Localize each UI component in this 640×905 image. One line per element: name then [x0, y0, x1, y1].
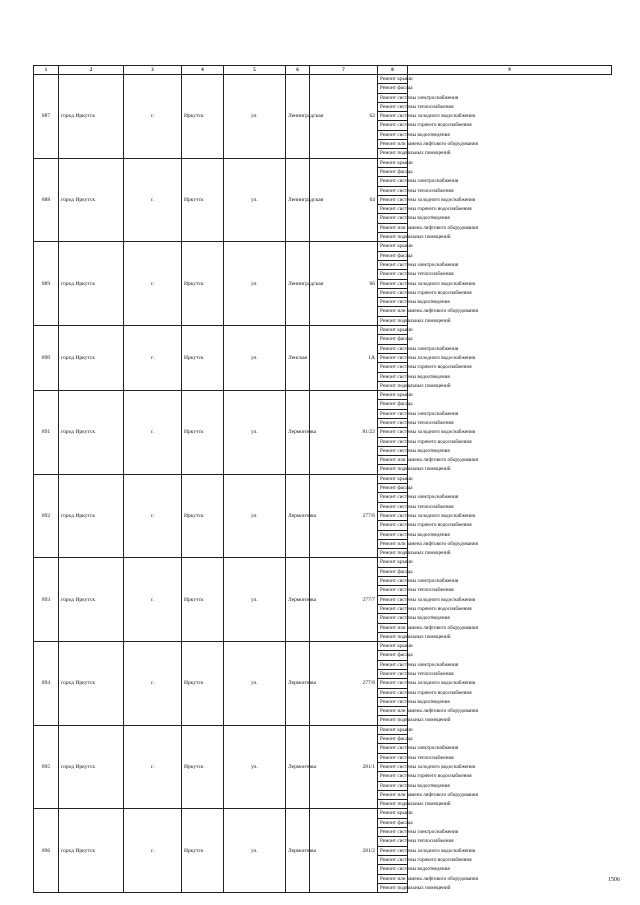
work-item: Ремонт системы электроснабжения	[378, 577, 408, 586]
settlement-type: г.	[124, 558, 182, 642]
municipality: город Иркутск	[59, 158, 124, 242]
column-header: 5	[224, 66, 286, 75]
settlement-type: г.	[124, 242, 182, 326]
page-number: 1506	[608, 877, 620, 883]
work-item: Ремонт системы электроснабжения	[378, 409, 408, 418]
work-item: Ремонт системы горячего водоснабжения	[378, 363, 408, 372]
work-item: Ремонт или замена лифтового оборудования	[378, 707, 408, 716]
work-item: Ремонт фасада	[378, 251, 408, 260]
work-item: Ремонт или замена лифтового оборудования	[378, 456, 408, 465]
work-item: Ремонт системы горячего водоснабжения	[378, 855, 408, 864]
table-row	[34, 391, 612, 400]
work-item: Ремонт или замена лифтового оборудования	[378, 874, 408, 883]
street-type: ул.	[224, 158, 286, 242]
work-item: Ремонт или замена лифтового оборудования	[378, 790, 408, 799]
municipality: город Иркутск	[59, 391, 124, 475]
work-item: Ремонт системы водоотведения	[378, 130, 408, 139]
column-header: 9	[408, 66, 612, 75]
street-type: ул.	[224, 558, 286, 642]
street-type: ул.	[224, 642, 286, 726]
work-item: Ремонт системы водоотведения	[378, 781, 408, 790]
work-item: Ремонт системы теплоснабжения	[378, 837, 408, 846]
work-item: Ремонт системы электроснабжения	[378, 260, 408, 269]
work-item: Ремонт крыши	[378, 642, 408, 651]
work-item: Ремонт подвальных помещений	[378, 883, 408, 892]
work-item: Ремонт или замена лифтового оборудования	[378, 140, 408, 149]
work-item: Ремонт системы водоотведения	[378, 865, 408, 874]
work-item: Ремонт крыши	[378, 158, 408, 167]
work-item: Ремонт системы электроснабжения	[378, 344, 408, 353]
house-number: 277/7	[310, 558, 378, 642]
work-item: Ремонт фасада	[378, 651, 408, 660]
work-item: Ремонт системы теплоснабжения	[378, 586, 408, 595]
house-number: 64	[310, 158, 378, 242]
work-item: Ремонт системы холодного водоснабжения	[378, 762, 408, 771]
work-item: Ремонт системы водоотведения	[378, 298, 408, 307]
work-item: Ремонт подвальных помещений	[378, 716, 408, 725]
settlement-name: Иркутск	[182, 725, 224, 809]
entry-number: 894	[34, 642, 59, 726]
work-item: Ремонт системы горячего водоснабжения	[378, 521, 408, 530]
work-item: Ремонт системы холодного водоснабжения	[378, 195, 408, 204]
street-type: ул.	[224, 75, 286, 159]
work-item: Ремонт системы теплоснабжения	[378, 418, 408, 427]
work-item: Ремонт крыши	[378, 809, 408, 818]
work-item: Ремонт системы холодного водоснабжения	[378, 353, 408, 362]
work-item: Ремонт крыши	[378, 326, 408, 335]
work-item: Ремонт системы водоотведения	[378, 372, 408, 381]
table-row	[34, 725, 612, 734]
work-item: Ремонт подвальных помещений	[378, 800, 408, 809]
settlement-type: г.	[124, 326, 182, 391]
work-item: Ремонт системы горячего водоснабжения	[378, 437, 408, 446]
entry-number: 893	[34, 558, 59, 642]
entry-number: 895	[34, 725, 59, 809]
work-item: Ремонт крыши	[378, 75, 408, 84]
street-name: Ленская	[286, 326, 310, 391]
street-name: Ленинградская	[286, 75, 310, 159]
house-number: 277/6	[310, 474, 378, 558]
settlement-name: Иркутск	[182, 326, 224, 391]
work-item: Ремонт системы холодного водоснабжения	[378, 511, 408, 520]
work-item: Ремонт крыши	[378, 474, 408, 483]
municipality: город Иркутск	[59, 642, 124, 726]
settlement-type: г.	[124, 642, 182, 726]
table-row	[34, 158, 612, 167]
work-item: Ремонт системы холодного водоснабжения	[378, 428, 408, 437]
work-item: Ремонт системы горячего водоснабжения	[378, 121, 408, 130]
work-item: Ремонт системы холодного водоснабжения	[378, 846, 408, 855]
street-name: Лермонтова	[286, 809, 310, 893]
entry-number: 896	[34, 809, 59, 893]
column-header: 2	[59, 66, 124, 75]
work-item: Ремонт или замена лифтового оборудования	[378, 307, 408, 316]
house-number: 81/22	[310, 391, 378, 475]
work-item: Ремонт системы теплоснабжения	[378, 186, 408, 195]
house-number: 66	[310, 242, 378, 326]
entry-number: 890	[34, 326, 59, 391]
settlement-name: Иркутск	[182, 809, 224, 893]
work-item: Ремонт системы горячего водоснабжения	[378, 772, 408, 781]
settlement-name: Иркутск	[182, 158, 224, 242]
work-item: Ремонт системы электроснабжения	[378, 744, 408, 753]
work-item: Ремонт системы электроснабжения	[378, 177, 408, 186]
work-item: Ремонт системы теплоснабжения	[378, 502, 408, 511]
table-row	[34, 474, 612, 483]
work-item: Ремонт системы теплоснабжения	[378, 670, 408, 679]
street-name: Лермонтова	[286, 558, 310, 642]
street-type: ул.	[224, 242, 286, 326]
street-type: ул.	[224, 809, 286, 893]
work-item: Ремонт крыши	[378, 725, 408, 734]
table-row	[34, 242, 612, 251]
work-item: Ремонт фасада	[378, 84, 408, 93]
settlement-type: г.	[124, 75, 182, 159]
work-item: Ремонт фасада	[378, 335, 408, 344]
municipality: город Иркутск	[59, 474, 124, 558]
work-item: Ремонт системы водоотведения	[378, 446, 408, 455]
work-item: Ремонт системы холодного водоснабжения	[378, 279, 408, 288]
work-item: Ремонт системы горячего водоснабжения	[378, 288, 408, 297]
work-item: Ремонт крыши	[378, 558, 408, 567]
settlement-type: г.	[124, 725, 182, 809]
work-item: Ремонт системы теплоснабжения	[378, 102, 408, 111]
work-item: Ремонт подвальных помещений	[378, 233, 408, 242]
work-item: Ремонт фасада	[378, 484, 408, 493]
header-row	[34, 66, 612, 75]
settlement-name: Иркутск	[182, 391, 224, 475]
house-number: 1А	[310, 326, 378, 391]
column-header: 6	[286, 66, 310, 75]
street-name: Лермонтова	[286, 474, 310, 558]
table-row	[34, 75, 612, 84]
house-number: 277/8	[310, 642, 378, 726]
column-header: 3	[124, 66, 182, 75]
work-item: Ремонт крыши	[378, 242, 408, 251]
work-item: Ремонт системы водоотведения	[378, 214, 408, 223]
municipality: город Иркутск	[59, 725, 124, 809]
street-type: ул.	[224, 725, 286, 809]
work-item: Ремонт системы горячего водоснабжения	[378, 205, 408, 214]
settlement-type: г.	[124, 391, 182, 475]
settlement-name: Иркутск	[182, 642, 224, 726]
municipality: город Иркутск	[59, 558, 124, 642]
work-item: Ремонт подвальных помещений	[378, 549, 408, 558]
work-item: Ремонт системы горячего водоснабжения	[378, 604, 408, 613]
settlement-name: Иркутск	[182, 558, 224, 642]
work-item: Ремонт системы водоотведения	[378, 530, 408, 539]
settlement-type: г.	[124, 158, 182, 242]
work-item: Ремонт фасада	[378, 735, 408, 744]
municipality: город Иркутск	[59, 75, 124, 159]
table-row	[34, 558, 612, 567]
table-row	[34, 326, 612, 335]
column-header: 4	[182, 66, 224, 75]
work-item: Ремонт системы водоотведения	[378, 697, 408, 706]
house-number: 281/1	[310, 725, 378, 809]
entry-number: 888	[34, 158, 59, 242]
street-type: ул.	[224, 474, 286, 558]
table-row	[34, 642, 612, 651]
settlement-type: г.	[124, 474, 182, 558]
street-name: Ленинградская	[286, 158, 310, 242]
settlement-name: Иркутск	[182, 75, 224, 159]
street-name: Ленинградская	[286, 242, 310, 326]
register-table	[33, 65, 612, 893]
entry-number: 887	[34, 75, 59, 159]
work-item: Ремонт системы холодного водоснабжения	[378, 595, 408, 604]
settlement-type: г.	[124, 809, 182, 893]
work-item: Ремонт подвальных помещений	[378, 465, 408, 474]
table-row	[34, 809, 612, 818]
work-item: Ремонт системы электроснабжения	[378, 828, 408, 837]
house-number: 281/2	[310, 809, 378, 893]
house-number: 62	[310, 75, 378, 159]
work-item: Ремонт или замена лифтового оборудования	[378, 223, 408, 232]
work-item: Ремонт или замена лифтового оборудования	[378, 539, 408, 548]
settlement-name: Иркутск	[182, 242, 224, 326]
work-item: Ремонт фасада	[378, 567, 408, 576]
work-item: Ремонт фасада	[378, 818, 408, 827]
register-body	[34, 75, 612, 893]
work-item: Ремонт системы электроснабжения	[378, 493, 408, 502]
municipality: город Иркутск	[59, 242, 124, 326]
work-item: Ремонт подвальных помещений	[378, 632, 408, 641]
work-item: Ремонт системы электроснабжения	[378, 93, 408, 102]
municipality: город Иркутск	[59, 809, 124, 893]
street-name: Лермонтова	[286, 642, 310, 726]
work-item: Ремонт системы холодного водоснабжения	[378, 679, 408, 688]
column-header: 1	[34, 66, 59, 75]
work-item: Ремонт фасада	[378, 400, 408, 409]
work-item: Ремонт подвальных помещений	[378, 381, 408, 390]
municipality: город Иркутск	[59, 326, 124, 391]
settlement-name: Иркутск	[182, 474, 224, 558]
entry-number: 892	[34, 474, 59, 558]
work-item: Ремонт или замена лифтового оборудования	[378, 623, 408, 632]
work-item: Ремонт системы электроснабжения	[378, 660, 408, 669]
work-item: Ремонт системы горячего водоснабжения	[378, 688, 408, 697]
column-header: 8	[378, 66, 408, 75]
work-item: Ремонт подвальных помещений	[378, 316, 408, 325]
street-type: ул.	[224, 391, 286, 475]
street-type: ул.	[224, 326, 286, 391]
entry-number: 891	[34, 391, 59, 475]
work-item: Ремонт подвальных помещений	[378, 149, 408, 158]
street-name: Лермонтова	[286, 725, 310, 809]
work-item: Ремонт крыши	[378, 391, 408, 400]
work-item: Ремонт системы теплоснабжения	[378, 753, 408, 762]
street-name: Лермонтова	[286, 391, 310, 475]
work-item: Ремонт фасада	[378, 167, 408, 176]
column-header: 7	[310, 66, 378, 75]
work-item: Ремонт системы теплоснабжения	[378, 270, 408, 279]
entry-number: 889	[34, 242, 59, 326]
work-item: Ремонт системы холодного водоснабжения	[378, 112, 408, 121]
work-item: Ремонт системы водоотведения	[378, 614, 408, 623]
